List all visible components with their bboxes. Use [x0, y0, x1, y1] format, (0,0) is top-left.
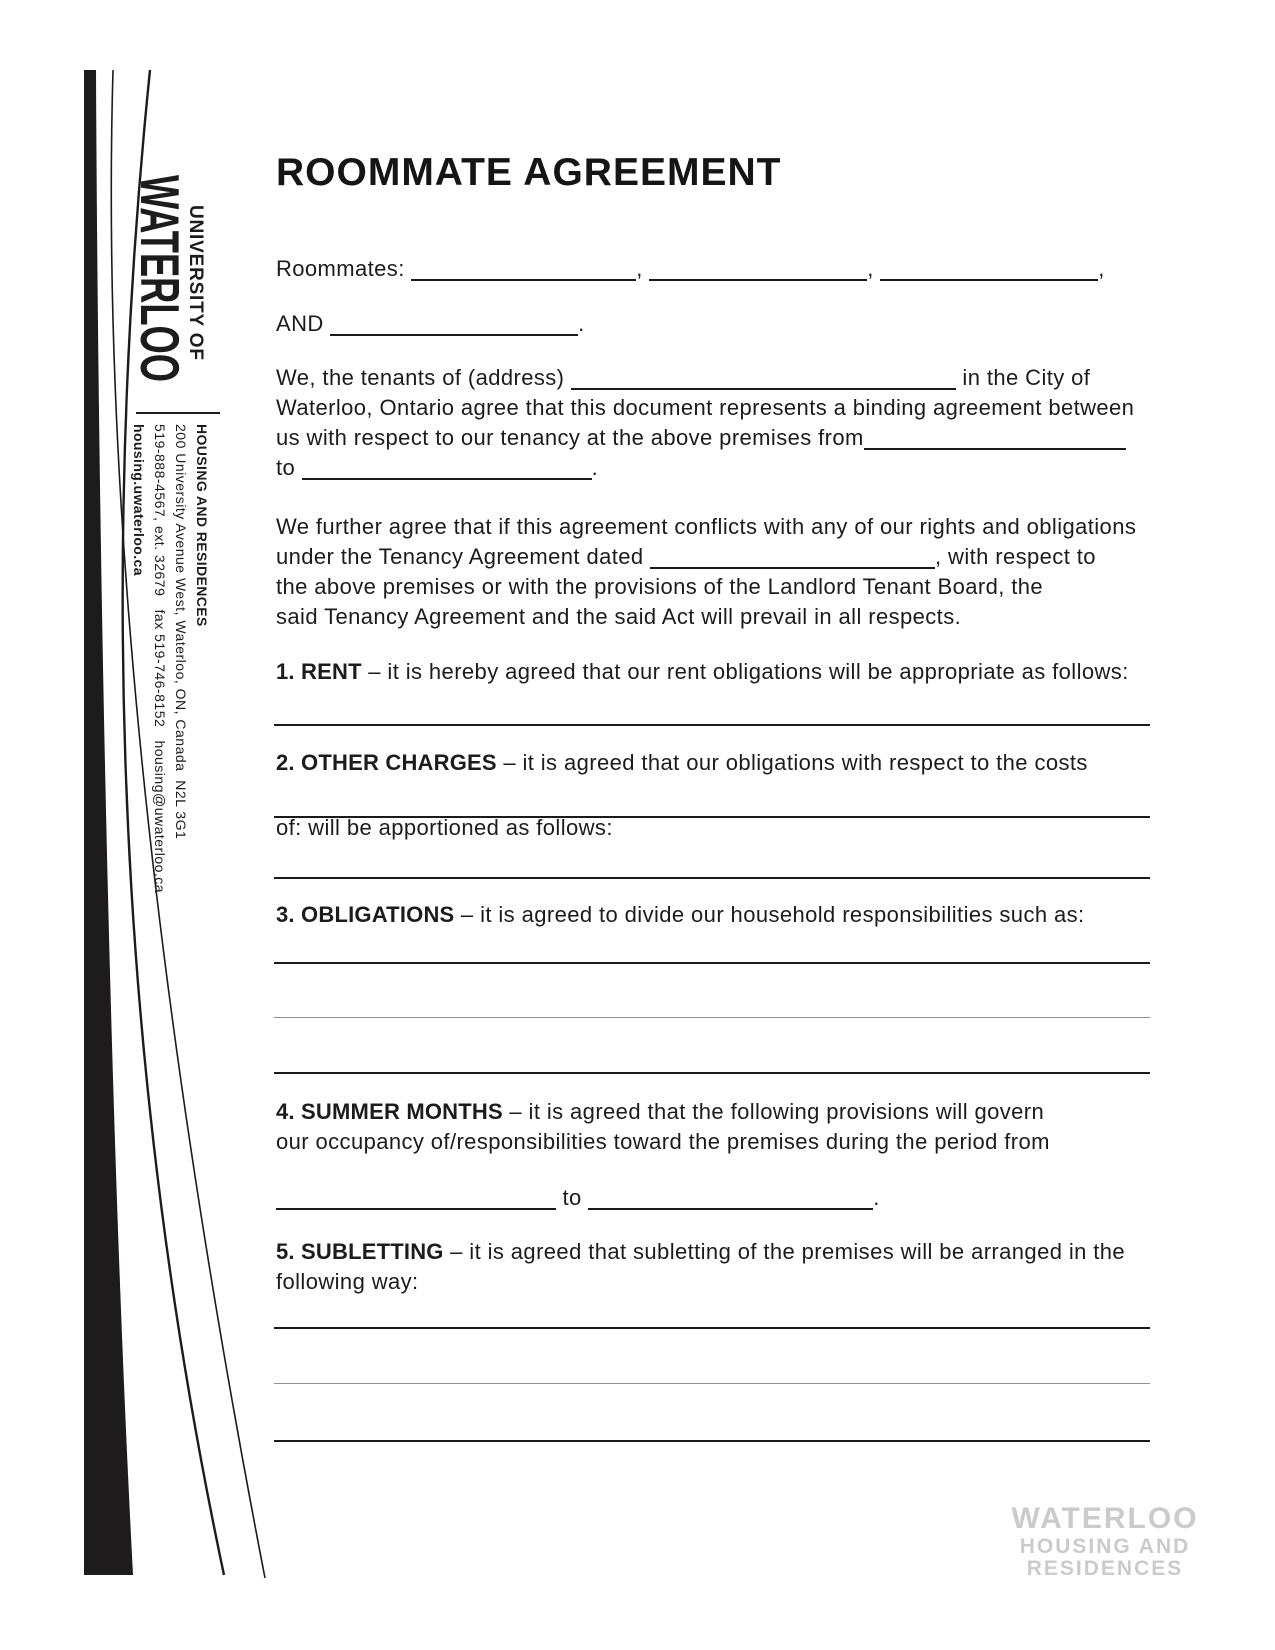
blank-tenancy-from [864, 426, 1126, 450]
section-2-heading: 2. OTHER CHARGES [276, 750, 497, 775]
fill-line-rent [274, 724, 1150, 726]
further-agree-line-4: said Tenancy Agreement and the said Act will prevail in all respects. [276, 604, 962, 629]
logo-waterloo-wordmark: WATERLOO [129, 175, 191, 383]
tenants-paragraph-line-4: to . [276, 455, 599, 480]
section-4-heading: 4. SUMMER MONTHS [276, 1099, 503, 1124]
tenants-paragraph-line-1: We, the tenants of (address) in the City of [276, 365, 1091, 390]
blank-address [571, 366, 956, 390]
section-4-text-line-1: – it is agreed that the following provisions will govern [509, 1099, 1045, 1124]
section-5-text-line-2: following way: [276, 1269, 419, 1294]
department-name: HOUSING AND RESIDENCES [194, 424, 210, 627]
fill-line-subletting-2 [274, 1383, 1150, 1384]
logo-divider-line [136, 412, 220, 414]
section-4-text-line-2: our occupancy of/responsibilities toward the premises during the period from [276, 1129, 1050, 1154]
blank-roommate-3 [880, 257, 1098, 281]
further-agree-line-1: We further agree that if this agreement conflicts with any of our rights and obligations [276, 514, 1137, 539]
logo-university-of-text: UNIVERSITY OF [185, 205, 206, 361]
blank-roommate-1 [411, 257, 636, 281]
section-3-text: – it is agreed to divide our household responsibilities such as: [460, 902, 1085, 927]
blank-summer-from [276, 1186, 556, 1210]
roommates-label: Roommates: [276, 256, 405, 281]
section-5-heading: 5. SUBLETTING [276, 1239, 444, 1264]
section-4-period-line: to . [276, 1183, 1166, 1213]
section-5-text-line-1: – it is agreed that subletting of the premises will be arranged in the [450, 1239, 1126, 1264]
blank-summer-to [588, 1186, 873, 1210]
section-5-subletting [276, 1237, 1166, 1267]
footer-watermark [985, 1502, 1225, 1580]
fill-line-subletting-3 [274, 1440, 1150, 1442]
and-label: AND [276, 311, 324, 336]
fill-line-subletting-1 [274, 1327, 1150, 1329]
further-agree-line-2: under the Tenancy Agreement dated , with respect to [276, 544, 1096, 569]
section-2-text: – it is agreed that our obligations with respect to the costs [503, 750, 1088, 775]
watermark-residences: RESIDENCES [1026, 1557, 1184, 1580]
street-address: 200 University Avenue West, Waterloo, ON, Canada N2L 3G1 [173, 424, 189, 840]
tenants-paragraph-line-3: us with respect to our tenancy at the above premises from [276, 423, 1166, 453]
section-3-heading: 3. OBLIGATIONS [276, 902, 455, 927]
section-1-heading: 1. RENT [276, 659, 362, 684]
fill-line-charges-2 [274, 877, 1150, 879]
section-2-continuation: of: will be apportioned as follows: [276, 815, 613, 840]
blank-roommate-2 [649, 257, 867, 281]
blank-tenancy-agreement-date [650, 545, 935, 569]
website-url: housing.uwaterloo.ca [131, 424, 147, 576]
page-title: ROOMMATE AGREEMENT [276, 151, 782, 194]
roommates-line: Roommates: , , , [276, 256, 1105, 281]
watermark-waterloo: WATERLOO [1011, 1502, 1199, 1535]
fill-line-obligations-2 [274, 1017, 1150, 1018]
blank-tenancy-to [302, 456, 592, 480]
and-line: AND . [276, 311, 585, 336]
letterhead [122, 148, 222, 910]
blank-roommate-4 [330, 312, 578, 336]
contact-info: 519-888-4567, ext. 32679 fax 519-746-8152 housing@uwaterloo.ca [152, 424, 168, 894]
section-1-text: – it is hereby agreed that our rent obligations will be appropriate as follows: [368, 659, 1129, 684]
section-3-obligations [276, 900, 1166, 930]
fill-line-obligations-1 [274, 962, 1150, 964]
university-logo [121, 148, 222, 398]
section-2-other-charges [276, 748, 1166, 778]
section-4-summer-months [276, 1097, 1166, 1127]
further-agree-line-3: the above premises or with the provisions of the Landlord Tenant Board, the [276, 574, 1044, 599]
section-1-rent [276, 657, 1166, 687]
letterhead-address-block [128, 424, 212, 893]
fill-line-obligations-3 [274, 1072, 1150, 1074]
watermark-housing-and: HOUSING AND [1019, 1535, 1191, 1558]
tenants-paragraph-line-2: Waterloo, Ontario agree that this document represents a binding agreement between [276, 395, 1135, 420]
